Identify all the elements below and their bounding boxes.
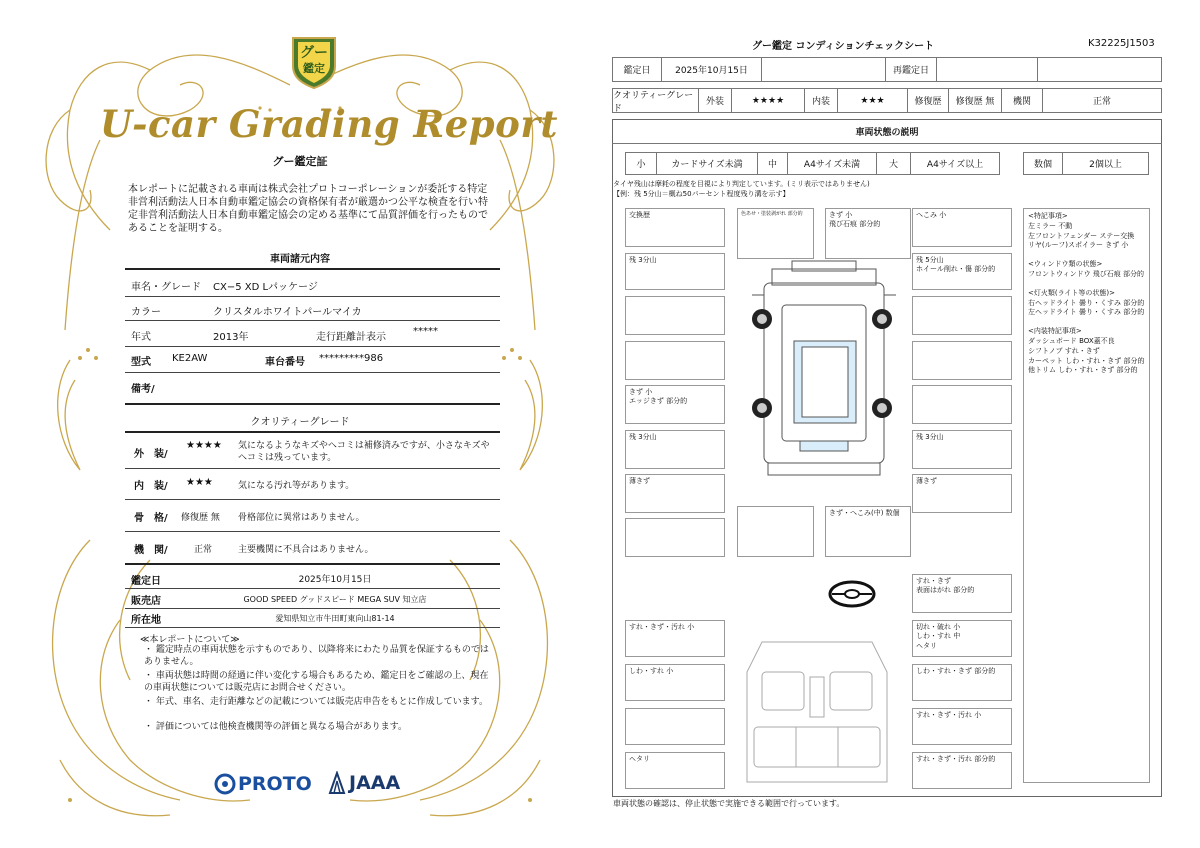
name-label: 車名・グレード [131, 282, 201, 293]
engine-value: 正常 [194, 545, 213, 555]
date-label: 鑑定日 [623, 66, 651, 76]
redate-label-cell [885, 57, 937, 82]
interior-box-l4: ヘタリ [625, 752, 725, 789]
proto-text: PROTO [238, 773, 312, 795]
redate-blank-cell [1037, 57, 1162, 82]
note-line: ダッシュボード BOX蓋不良 [1028, 336, 1115, 345]
year-value: 2013年 [213, 332, 249, 343]
frame-desc: 骨格部位に異常はありません。 [238, 513, 365, 523]
steering-box: すれ・きず 表面はがれ 部分的 [912, 574, 1012, 613]
size-mid: 中 [767, 160, 777, 170]
note-line [1028, 251, 1145, 260]
note-line: 左フロントフェンダー ステー交換 [1028, 231, 1135, 240]
size-mid-desc: A4サイズ未満 [803, 160, 861, 170]
exterior-box-l5: きず 小 エッジきず 部分的 [625, 385, 725, 424]
color-label: カラー [131, 307, 161, 318]
int-label-cell [804, 88, 838, 113]
interior-label: 内 装/ [134, 481, 168, 492]
chassis-value: *********986 [319, 353, 384, 364]
exterior-box-l7: 薄きず [625, 474, 725, 513]
repair-value: 修復歴 無 [955, 97, 995, 107]
size-small: 小 [636, 160, 646, 170]
int-stars: ★★★ [860, 95, 885, 106]
ext-stars: ★★★★ [751, 95, 785, 106]
mileage-value: ***** [413, 326, 438, 337]
redate-label: 再鑑定日 [892, 66, 929, 76]
exterior-box-l6: 残 3分山 [625, 430, 725, 469]
note-line: フロントウィンドウ 飛び石痕 部分的 [1028, 269, 1145, 278]
redate-value-cell [936, 57, 1038, 82]
interior-box-r2: しわ・すれ・きず 部分的 [912, 664, 1012, 701]
about-item-3: ・ 年式、車名、走行距離などの記載については販売店申告をもとに作成しています。 [144, 697, 488, 707]
note-line: 右ヘッドライト 曇り・くすみ 部分的 [1028, 298, 1145, 307]
proto-mark-icon [214, 773, 236, 795]
chassis-label: 車台番号 [265, 357, 305, 368]
exterior-box-r2: 残 5分山 ホイール削れ・傷 部分的 [912, 253, 1012, 290]
interior-box-l3 [625, 708, 725, 745]
exterior-box-b2: きず・へこみ(中) 数個 [825, 506, 911, 557]
quality-title: クオリティーグレード [250, 417, 350, 428]
sheet-title: グー鑑定 コンディションチェックシート [752, 41, 935, 52]
condition-check-sheet [612, 0, 1200, 848]
interior-stars: ★★★ [186, 477, 213, 488]
note-line: <特記事項> [1028, 212, 1068, 220]
note-line: 他トリム しわ・すれ・きず 部分的 [1028, 366, 1138, 375]
note-line: 左ミラー 不動 [1028, 221, 1073, 230]
special-notes [1023, 208, 1150, 783]
exterior-box-r3 [912, 296, 1012, 335]
specs-title: 車両諸元内容 [270, 254, 330, 265]
shop-value: GOOD SPEED グッドスピード MEGA SUV 知立店 [243, 595, 427, 604]
interior-box-r1: 切れ・破れ 小 しわ・すれ 中 ヘタリ [912, 620, 1012, 657]
engine-value-r: 正常 [1092, 97, 1111, 107]
cert-title: グー鑑定証 [272, 155, 328, 168]
engine-value-cell [1042, 88, 1162, 113]
name-value: CX−5 XD Lパッケージ [213, 282, 318, 293]
repair-label: 修復歴 [914, 97, 942, 107]
model-value: KE2AW [172, 353, 208, 364]
year-label: 年式 [131, 332, 151, 343]
about-item-2: ・ 車両状態は時間の経過に伴い変化する場合もあるため、鑑定日をご確認の上、現在の車両状態については販売店にお問合せください。 [144, 671, 489, 693]
exterior-label: 外 装/ [134, 449, 168, 460]
engine-label-r: 機関 [1012, 97, 1031, 107]
jaaa-logo [328, 771, 400, 795]
about-item-1: ・ 鑑定時点の車両状態を示すものであり、以降将来にわたり品質を保証するものではありません。 [144, 645, 489, 667]
exterior-box-l1: 交換歴 [625, 208, 725, 247]
frame-label: 骨 格/ [134, 513, 168, 524]
about-title: ≪本レポートについて≫ [140, 635, 240, 645]
script-title: U-car Grading Report [100, 102, 558, 146]
note-line: 左ヘッドライト 曇り・くすみ 部分的 [1028, 308, 1145, 317]
size-big-desc: A4サイズ以上 [926, 160, 984, 170]
date-value: 2025年10月15日 [298, 575, 372, 585]
exterior-box-r4 [912, 341, 1012, 380]
engine-label-cell [1001, 88, 1043, 113]
section-title: 車両状態の説明 [855, 128, 919, 138]
interior-desc: 気になる汚れ等があります。 [238, 481, 355, 491]
engine-desc: 主要機関に不具合はありません。 [238, 545, 374, 555]
exterior-box-t2: きず 小 飛び石痕 部分的 [825, 208, 911, 259]
jaaa-mark-icon [328, 771, 346, 795]
repair-value-cell [948, 88, 1002, 113]
sheet-id: K32225J1503 [1088, 38, 1155, 49]
exterior-box-l2: 残 3分山 [625, 253, 725, 290]
date-label: 鑑定日 [131, 576, 161, 587]
logo-text-goo: グー [300, 45, 328, 61]
steering-wheel-icon [826, 578, 878, 610]
note-line [1028, 280, 1145, 289]
count-value: 2個以上 [1089, 160, 1122, 170]
mileage-label: 走行距離計表示 [316, 332, 386, 343]
exterior-desc: 気になるようなキズやヘコミは補修済みですが、小さなキズやヘコミは残っています。 [238, 441, 490, 464]
car-exterior-diagram [712, 255, 932, 505]
date-label-cell [612, 57, 662, 82]
exterior-box-l3 [625, 296, 725, 335]
exterior-box-l4 [625, 341, 725, 380]
intro-text: 本レポートに記載される車両は株式会社プロトコーポレーションが委託する特定非営利活動法人日本自動車鑑定協会の資格保有者が厳選かつ公平な検査を行い特定非営利活動法人日本自動車鑑定協会の定める基準にて品質評価を行ったものであることを証明する。 [128, 184, 488, 234]
goo-kantei-logo [285, 32, 343, 90]
repair-label-cell [907, 88, 949, 113]
exterior-box-t1: 色あせ・塗装剥がれ 部分的 [737, 208, 814, 259]
note-line: <灯火類(ライト等の状態)> [1028, 288, 1115, 297]
ext-label-cell [698, 88, 732, 113]
note-line: <ウィンドウ類の状態> [1028, 260, 1103, 269]
jaaa-text: JAAA [349, 772, 401, 794]
logo-text-kantei: 鑑定 [303, 62, 325, 75]
exterior-box-l8 [625, 518, 725, 557]
model-label: 型式 [131, 357, 151, 368]
count-label: 数個 [1033, 160, 1052, 170]
addr-label: 所在地 [131, 615, 161, 626]
tire-note-1: タイヤ残山は摩耗の程度を目視により判定しています。(ミリ表示ではありません) [613, 180, 870, 188]
interior-box-r3: すれ・きず・汚れ 小 [912, 708, 1012, 745]
remarks-label: 備考/ [131, 384, 155, 395]
note-line [1028, 318, 1145, 327]
exterior-box-r6: 残 3分山 [912, 430, 1012, 469]
note-line: リヤ(ルーフ)スポイラー きず 小 [1028, 241, 1129, 250]
qg-label: クオリティーグレード [613, 90, 694, 114]
exterior-box-r7: 薄きず [912, 474, 1012, 513]
exterior-box-r5 [912, 385, 1012, 424]
color-value: クリスタルホワイトパールマイカ [213, 307, 362, 318]
engine-label: 機 関/ [134, 545, 168, 556]
interior-box-r4: すれ・きず・汚れ 部分的 [912, 752, 1012, 789]
date-value: 2025年10月15日 [675, 66, 748, 76]
size-big: 大 [888, 160, 898, 170]
ext-label: 外装 [705, 97, 724, 107]
proto-logo [214, 773, 312, 795]
int-stars-cell [837, 88, 908, 113]
footer-note: 車両状態の確認は、停止状態で実施できる範囲で行っています。 [613, 799, 845, 808]
ext-stars-cell [731, 88, 805, 113]
exterior-box-r1: へこみ 小 [912, 208, 1012, 247]
note-line: カーペット しわ・すれ・きず 部分的 [1028, 356, 1145, 365]
interior-box-l1: すれ・きず・汚れ 小 [625, 620, 725, 657]
size-small-desc: カードサイズ未満 [671, 160, 743, 170]
about-item-4: ・ 評価については他検査機関等の評価と異なる場合があります。 [144, 722, 407, 732]
date-value-cell [661, 57, 762, 82]
note-line: シフトノブ すれ・きず [1028, 346, 1100, 355]
note-line: <内装特記事項> [1028, 327, 1082, 336]
date-blank-cell [761, 57, 886, 82]
addr-value: 愛知県知立市牛田町東向山81-14 [275, 614, 395, 623]
car-interior-diagram [732, 632, 902, 792]
qg-label-cell [612, 88, 699, 113]
interior-box-l2: しわ・すれ 小 [625, 664, 725, 701]
exterior-box-b1 [737, 506, 814, 557]
notes-list [1028, 212, 1145, 376]
tire-note-2: 【例：残 5分山＝概ね50パーセント程度残り溝を示す】 [613, 190, 790, 198]
frame-value: 修復歴 無 [181, 513, 220, 523]
int-label: 内装 [811, 97, 830, 107]
shop-label: 販売店 [131, 596, 161, 607]
exterior-stars: ★★★★ [186, 440, 222, 451]
